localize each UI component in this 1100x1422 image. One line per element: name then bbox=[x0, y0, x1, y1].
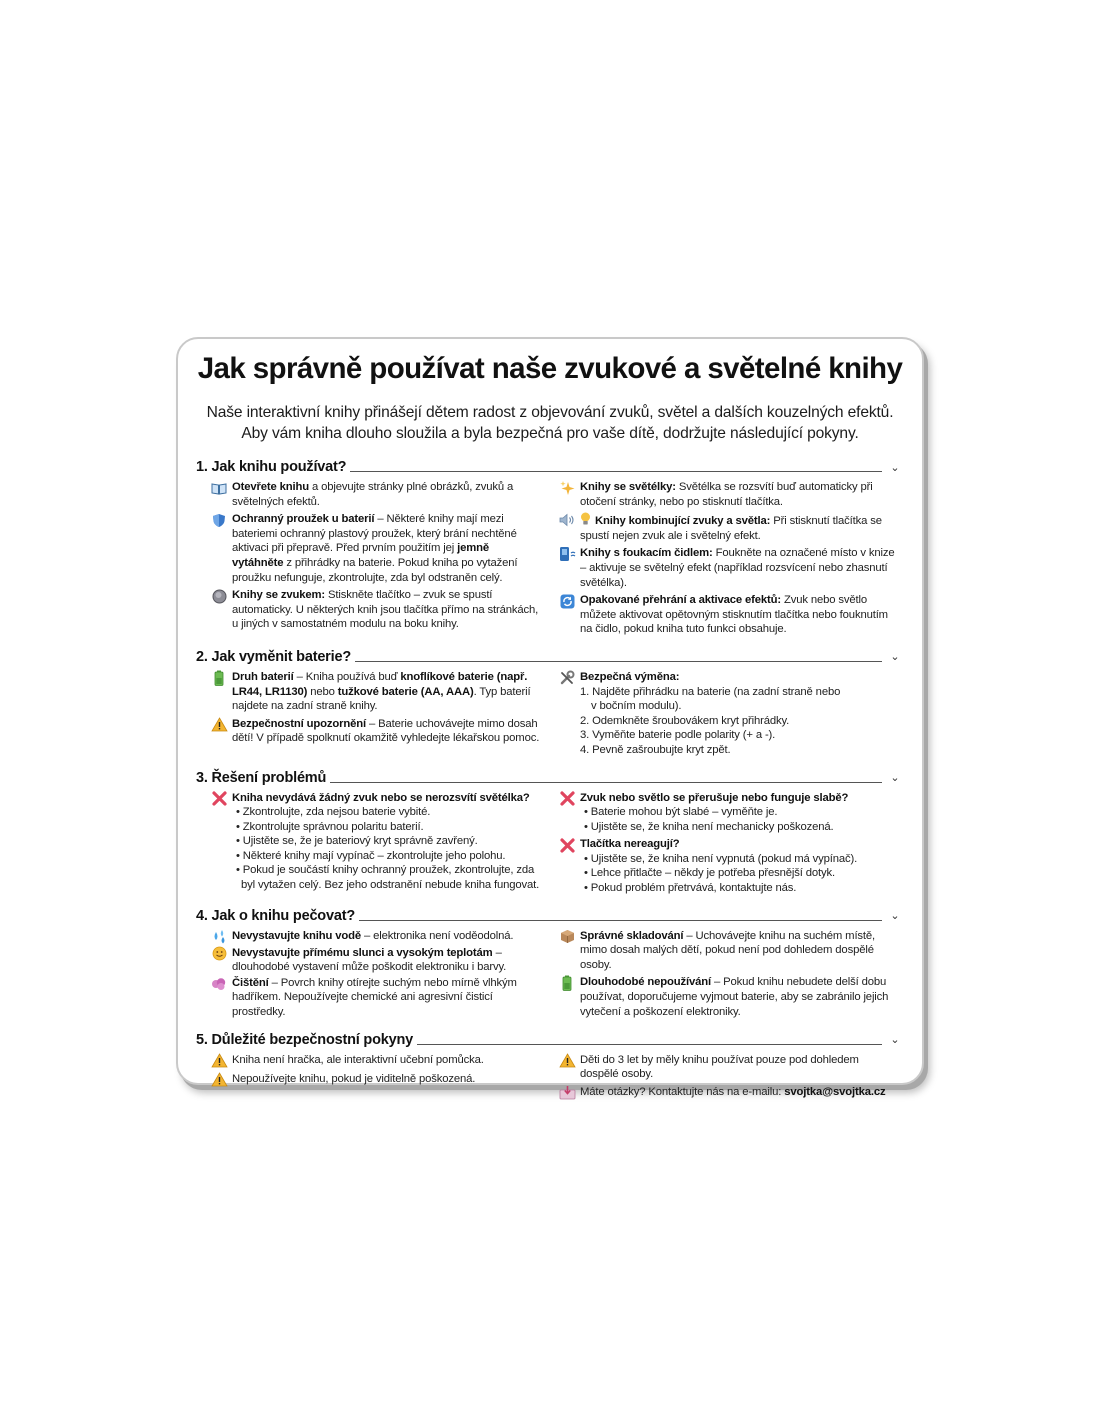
chevron-down-icon[interactable]: ⌄ bbox=[890, 461, 900, 474]
section-divider bbox=[350, 471, 882, 472]
item-bold: Tlačítka nereagují? bbox=[580, 838, 680, 851]
section-header bbox=[196, 1029, 904, 1051]
section-divider bbox=[330, 782, 882, 783]
sun-face-icon bbox=[210, 946, 228, 962]
item-text: – Povrch knihy otírejte suchým nebo mírně vlhkým hadříkem. Nepoužívejte chemické ani agresivní čisticí prostředky. bbox=[232, 976, 517, 1019]
list-item bbox=[210, 588, 542, 632]
item-bold: Zvuk nebo světlo se přerušuje nebo funguje slabě? bbox=[580, 791, 849, 804]
list-item bbox=[558, 1085, 900, 1101]
list-item bbox=[558, 480, 900, 509]
item-text: Foukněte na označené místo v knize – aktivuje se světelný efekt (například rozsvícení nebo zhasnutí světélka). bbox=[580, 547, 895, 589]
item-text: nebo bbox=[307, 685, 338, 698]
bullet: • Ujistěte se, že kniha není vypnutá (pokud má vypínač). bbox=[584, 852, 858, 865]
list-item bbox=[558, 546, 900, 590]
section-title: 2. Jak vyměnit baterie? bbox=[196, 648, 351, 665]
cross-icon bbox=[210, 791, 228, 807]
item-text: – Kniha používá buď bbox=[293, 670, 401, 683]
list-item bbox=[210, 717, 542, 746]
warning-icon bbox=[210, 1072, 228, 1088]
instruction-card bbox=[176, 337, 924, 1098]
step: 4. Pevně zašroubujte kryt zpět. bbox=[580, 743, 731, 756]
repeat-icon bbox=[558, 593, 576, 609]
item-bold: Bezpečná výměna: bbox=[580, 670, 680, 683]
battery-icon bbox=[558, 975, 576, 991]
bullet: • Baterie mohou být slabé – vyměňte je. bbox=[584, 806, 778, 819]
list-item bbox=[210, 946, 542, 975]
tools-icon bbox=[558, 670, 576, 686]
button-icon bbox=[210, 588, 228, 604]
list-item bbox=[558, 593, 900, 637]
section-header bbox=[196, 646, 904, 668]
open-book-icon bbox=[210, 480, 228, 496]
item-text: Máte otázky? Kontaktujte nás na e-mailu: bbox=[580, 1085, 785, 1098]
list-item bbox=[210, 791, 542, 893]
item-text: – Některé knihy mají mezi bateriemi ochranný plastový proužek, který brání nechtěné aktivaci při přepravě. Před prvním použitím jej bbox=[232, 513, 517, 555]
item-bold: Otevřete knihu bbox=[232, 481, 310, 493]
step: 1. Najděte přihrádku na baterie (na zadní straně nebo bbox=[580, 685, 841, 698]
step: v bočním modulu). bbox=[591, 700, 682, 713]
item-text: – Pokud knihu nebudete delší dobu používat, doporučujeme vyjmout baterie, aby se zabránilo jejich vytečení a poškození elektroniky. bbox=[580, 976, 889, 1018]
section-title: 5. Důležité bezpečnostní pokyny bbox=[196, 1031, 413, 1048]
item-text: Děti do 3 let by měly knihu používat pouze pod dohledem dospělé osoby. bbox=[580, 1053, 859, 1081]
sponge-icon bbox=[210, 976, 228, 992]
item-text: Při stisknutí tlačítka se spustí nejen zvuk ale i světelný efekt. bbox=[580, 515, 882, 542]
list-item bbox=[210, 512, 542, 585]
blow-sensor-icon bbox=[558, 546, 576, 562]
warning-icon bbox=[558, 1053, 576, 1069]
sparkles-icon bbox=[558, 480, 576, 496]
item-bold: Bezpečnostní upozornění bbox=[232, 717, 366, 730]
chevron-down-icon[interactable]: ⌄ bbox=[890, 1034, 900, 1047]
item-text: Stiskněte tlačítko – zvuk se spustí automaticky. U některých knih jsou tlačítka přímo na stránkách, u jiných v samostatném modulu na boku knihy. bbox=[232, 589, 539, 631]
item-bold: Knihy s foukacím čidlem: bbox=[580, 547, 713, 560]
list-item bbox=[558, 837, 900, 895]
item-bold: knoflíkové baterie (např. LR44, LR1130) bbox=[232, 670, 528, 698]
step: 3. Vyměňte baterie podle polarity (+ a -). bbox=[580, 729, 776, 742]
item-text: – elektronika není voděodolná. bbox=[361, 929, 514, 942]
item-bold: Ochranný proužek u baterií bbox=[232, 513, 375, 526]
item-bold: Opakované přehrání a aktivace efektů: bbox=[580, 594, 782, 607]
email-link[interactable]: svojtka@svojtka.cz bbox=[784, 1085, 886, 1098]
list-item bbox=[558, 791, 900, 835]
item-bold: Dlouhodobé nepoužívání bbox=[580, 976, 711, 989]
cross-icon bbox=[558, 791, 576, 807]
warning-icon bbox=[210, 717, 228, 733]
list-item bbox=[210, 1053, 542, 1069]
section-batteries bbox=[196, 646, 904, 761]
box-icon bbox=[558, 929, 576, 945]
mailbox-icon bbox=[558, 1085, 576, 1101]
shield-icon bbox=[210, 512, 228, 528]
item-bold: Správné skladování bbox=[580, 929, 684, 942]
bullet: • Zkontrolujte správnou polaritu baterií. bbox=[236, 820, 424, 833]
section-title: 4. Jak o knihu pečovat? bbox=[196, 907, 355, 924]
bullet: • Lehce přitlačte – někdy je potřeba přesnější dotyk. bbox=[584, 867, 835, 880]
steps-list bbox=[580, 685, 840, 758]
chevron-down-icon[interactable]: ⌄ bbox=[890, 651, 900, 664]
item-text: . Typ baterií najdete na zadní straně knihy. bbox=[232, 685, 531, 713]
item-bold: Nevystavujte knihu vodě bbox=[232, 929, 362, 942]
bullet: byl vytažen celý. Bez jeho odstranění nebude kniha fungovat. bbox=[241, 879, 540, 892]
intro-line-1: Naše interaktivní knihy přinášejí dětem radost z objevování zvuků, světel a dalších kouzelných efektů. bbox=[206, 404, 894, 421]
item-text: – Uchovávejte knihu na suchém místě, mimo dosah malých dětí, pokud není pod dohledem dospělé osoby. bbox=[580, 929, 876, 971]
section-title: 3. Řešení problémů bbox=[196, 769, 327, 786]
list-item bbox=[210, 929, 542, 945]
bullet: • Ujistěte se, že kniha není mechanicky poškozená. bbox=[584, 820, 834, 833]
item-bold: Nevystavujte přímému slunci a vysokým teplotám bbox=[232, 946, 493, 959]
item-bold: tužkové baterie (AA, AAA) bbox=[337, 685, 474, 698]
section-troubleshooting bbox=[196, 767, 904, 899]
battery-icon bbox=[210, 670, 228, 686]
chevron-down-icon[interactable]: ⌄ bbox=[890, 772, 900, 784]
list-item bbox=[210, 670, 542, 714]
bullet: • Zkontrolujte, zda nejsou baterie vybité. bbox=[236, 806, 431, 819]
item-text: Zvuk nebo světlo můžete aktivovat opětovným stisknutím tlačítka nebo fouknutím na čidlo, pokud kniha tuto funkci obsahuje. bbox=[580, 594, 888, 636]
bullet: • Některé knihy mají vypínač – zkontrolujte jeho polohu. bbox=[236, 849, 506, 862]
section-divider bbox=[417, 1044, 882, 1045]
item-text: a objevujte stránky plné obrázků, zvuků a světelných efektů. bbox=[232, 481, 514, 508]
item-text: – dlouhodobé vystavení může poškodit elektroniku i barvy. bbox=[232, 946, 507, 974]
speaker-icon bbox=[558, 512, 576, 528]
item-text: Kniha není hračka, ale interaktivní učební pomůcka. bbox=[232, 1053, 484, 1066]
section-header bbox=[196, 905, 904, 927]
lightbulb-icon bbox=[580, 512, 592, 525]
chevron-down-icon[interactable]: ⌄ bbox=[890, 910, 900, 923]
list-item bbox=[210, 480, 542, 509]
cross-icon bbox=[558, 837, 576, 853]
bullet: • Ujistěte se, že je bateriový kryt správně zavřený. bbox=[236, 835, 478, 848]
list-item bbox=[210, 1072, 542, 1088]
section-title: 1. Jak knihu používat? bbox=[196, 459, 347, 475]
item-bold: Knihy se zvukem: bbox=[232, 589, 326, 602]
list-item bbox=[558, 1053, 900, 1082]
section-usage bbox=[196, 456, 904, 640]
warning-icon bbox=[210, 1053, 228, 1069]
bullet: • Pokud problém přetrvává, kontaktujte nás. bbox=[584, 882, 797, 895]
item-bold: Knihy kombinující zvuky a světla: bbox=[595, 515, 771, 528]
step: 2. Odemkněte šroubovákem kryt přihrádky. bbox=[580, 714, 790, 727]
page-title: Jak správně používat naše zvukové a světelné knihy bbox=[197, 352, 903, 385]
water-drops-icon bbox=[210, 929, 228, 945]
section-care bbox=[196, 905, 904, 1023]
item-text: Světélka se rozsvítí buď automaticky při otočení stránky, nebo po stisknutí tlačítka. bbox=[580, 481, 873, 508]
section-divider bbox=[359, 920, 882, 921]
list-item bbox=[210, 976, 542, 1020]
intro-line-2: Aby vám kniha dlouho sloužila a byla bezpečná pro vaše dítě, dodržujte následující pokyny. bbox=[241, 425, 859, 442]
item-text: Nepoužívejte knihu, pokud je viditelně poškozená. bbox=[232, 1072, 476, 1085]
section-divider bbox=[355, 661, 882, 662]
section-header bbox=[196, 456, 904, 478]
intro-text bbox=[196, 402, 904, 444]
bullet: • Pokud je součástí knihy ochranný proužek, zkontrolujte, zda bbox=[236, 864, 535, 877]
section-safety bbox=[196, 1029, 904, 1104]
item-bold: Čištění bbox=[232, 976, 269, 989]
section-header bbox=[196, 767, 904, 789]
list-item bbox=[558, 929, 900, 973]
item-bold: jemně vytáhněte bbox=[232, 542, 490, 569]
item-bold: Knihy se světélky: bbox=[580, 481, 676, 493]
item-bold: Druh baterií bbox=[232, 670, 294, 683]
item-text: – Baterie uchovávejte mimo dosah dětí! V případě spolknutí okamžitě vyhledejte lékařskou pomoc. bbox=[232, 717, 540, 745]
list-item bbox=[558, 512, 900, 543]
item-bold: Kniha nevydává žádný zvuk nebo se nerozsvítí světélka? bbox=[232, 791, 530, 804]
item-text: z přihrádky na baterie. Pokud kniha po vytažení proužku nefunguje, zkontrolujte, zda byl odstraněn celý. bbox=[232, 556, 518, 584]
list-item bbox=[558, 975, 900, 1019]
list-item bbox=[558, 670, 900, 758]
